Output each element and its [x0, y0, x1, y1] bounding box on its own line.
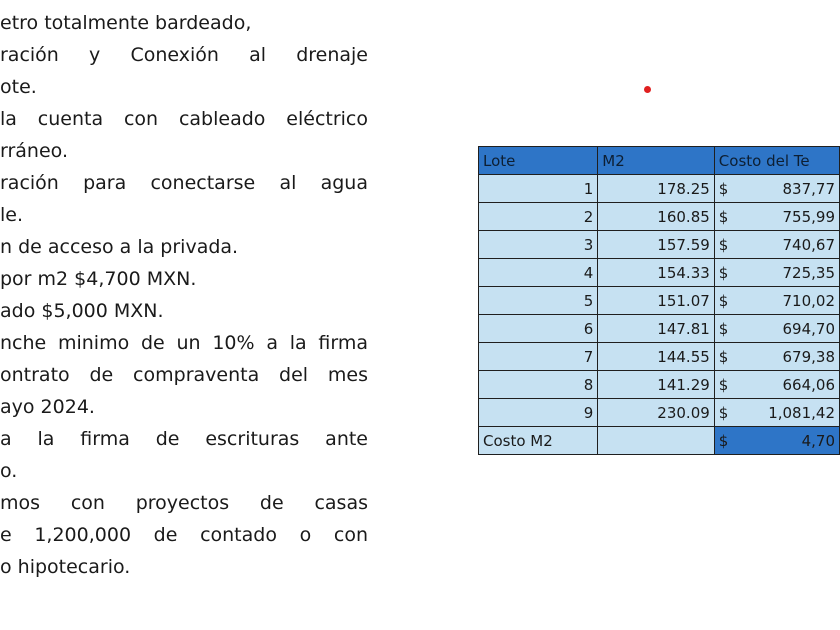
text-line: por m2 $4,700 MXN.: [0, 268, 197, 290]
text-line: ado $5,000 MXN.: [0, 300, 164, 322]
text-line: a la firma de escrituras ante: [0, 428, 368, 450]
currency-symbol: $: [718, 403, 729, 422]
cell-lote: 1: [479, 175, 598, 203]
table-header-row: [479, 147, 840, 175]
footer-label: Costo M2: [479, 427, 598, 455]
text-line: ración y Conexión al drenaje: [0, 44, 368, 66]
cost-value: 710,02: [782, 291, 835, 310]
cost-value: 740,67: [782, 235, 835, 254]
cell-m2: 141.29: [598, 371, 715, 399]
cell-cost: [714, 287, 839, 315]
currency-symbol: $: [718, 319, 729, 338]
cell-lote: 2: [479, 203, 598, 231]
currency-symbol: $: [718, 179, 729, 198]
cell-lote: 3: [479, 231, 598, 259]
footer-cost: 4,70: [801, 431, 835, 450]
cell-m2: 160.85: [598, 203, 715, 231]
text-line: la cuenta con cableado eléctrico: [0, 108, 368, 130]
cell-m2: 144.55: [598, 343, 715, 371]
cost-value: 694,70: [782, 319, 835, 338]
cost-value: 755,99: [782, 207, 835, 226]
currency-symbol: $: [718, 235, 729, 254]
text-line: ayo 2024.: [0, 396, 95, 418]
footer-cost-cell: [714, 427, 839, 455]
table-row: [479, 287, 840, 315]
cell-cost: [714, 259, 839, 287]
text-line: ote.: [0, 76, 37, 98]
cell-cost: [714, 371, 839, 399]
cost-value: 837,77: [782, 179, 835, 198]
cell-lote: 7: [479, 343, 598, 371]
cost-value: 725,35: [782, 263, 835, 282]
cell-m2: 230.09: [598, 399, 715, 427]
text-line: n de acceso a la privada.: [0, 236, 239, 258]
currency-symbol: $: [718, 347, 729, 366]
text-line: e 1,200,000 de contado o con: [0, 524, 368, 546]
cell-m2: 151.07: [598, 287, 715, 315]
red-marker-dot: [644, 86, 651, 93]
cost-value: 664,06: [782, 375, 835, 394]
header-m2: M2: [598, 147, 715, 175]
cell-lote: 9: [479, 399, 598, 427]
cell-cost: [714, 231, 839, 259]
lot-price-table: [478, 146, 840, 455]
text-line: o.: [0, 460, 18, 482]
table-row: [479, 315, 840, 343]
cell-cost: [714, 399, 839, 427]
table-row: [479, 343, 840, 371]
header-lote: Lote: [479, 147, 598, 175]
text-line: le.: [0, 204, 24, 226]
table-row: [479, 175, 840, 203]
currency-symbol: $: [718, 263, 729, 282]
cell-lote: 6: [479, 315, 598, 343]
currency-symbol: $: [718, 375, 729, 394]
text-line: ontrato de compraventa del mes: [0, 364, 368, 386]
text-line: o hipotecario.: [0, 556, 131, 578]
text-line: nche minimo de un 10% a la firma: [0, 332, 368, 354]
table-row: [479, 203, 840, 231]
text-line: rráneo.: [0, 140, 68, 162]
currency-symbol: $: [718, 291, 729, 310]
text-line: ración para conectarse al agua: [0, 172, 368, 194]
table-body: [479, 175, 840, 427]
cell-cost: [714, 315, 839, 343]
cost-value: 679,38: [782, 347, 835, 366]
header-costo: Costo del Te: [714, 147, 839, 175]
table-row: [479, 399, 840, 427]
table-row: [479, 371, 840, 399]
cell-m2: 147.81: [598, 315, 715, 343]
currency-symbol: $: [718, 431, 729, 450]
cell-lote: 8: [479, 371, 598, 399]
table-row: [479, 259, 840, 287]
cell-cost: [714, 175, 839, 203]
currency-symbol: $: [718, 207, 729, 226]
text-line: mos con proyectos de casas: [0, 492, 368, 514]
cell-cost: [714, 203, 839, 231]
cell-cost: [714, 343, 839, 371]
cell-lote: 4: [479, 259, 598, 287]
footer-m2: [598, 427, 715, 455]
table-row: [479, 231, 840, 259]
cell-m2: 157.59: [598, 231, 715, 259]
table-footer-row: [479, 427, 840, 455]
cell-m2: 178.25: [598, 175, 715, 203]
cell-lote: 5: [479, 287, 598, 315]
cell-m2: 154.33: [598, 259, 715, 287]
text-line: etro totalmente bardeado,: [0, 12, 252, 34]
cost-value: 1,081,42: [768, 403, 835, 422]
